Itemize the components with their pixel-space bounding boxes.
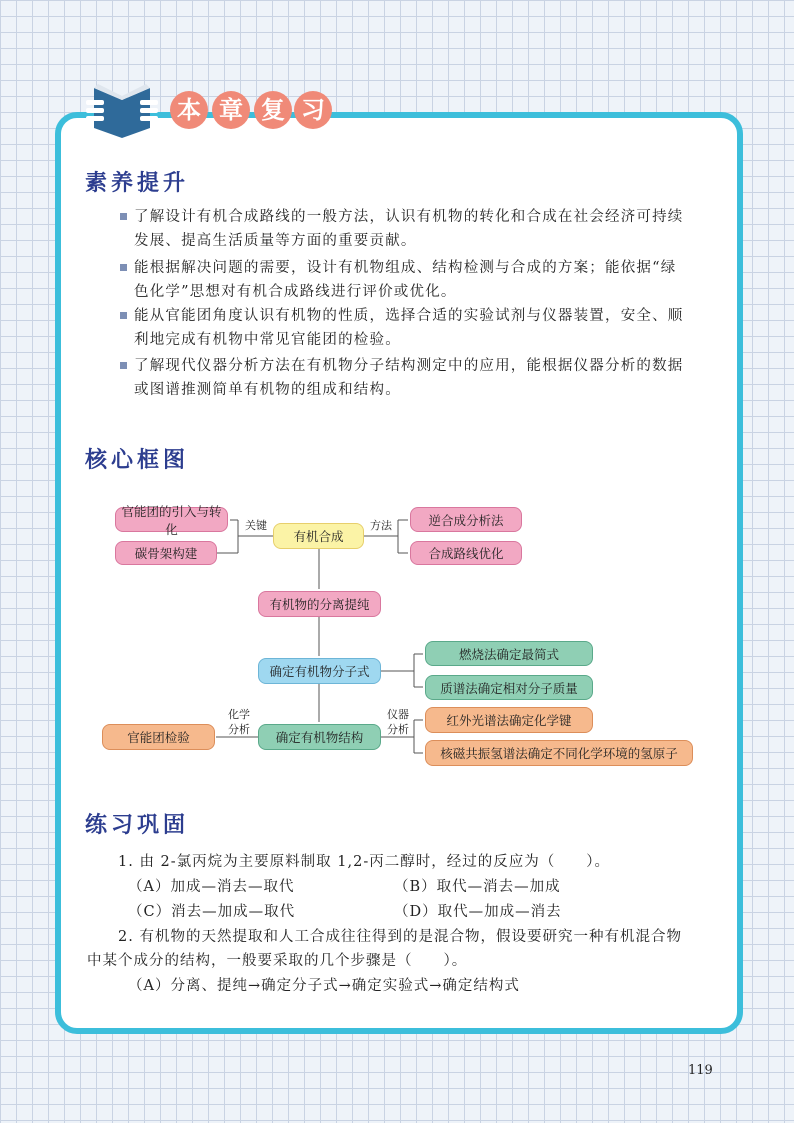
- page-number: 119: [688, 1063, 713, 1078]
- bullet-line: 或图谱推测简单有机物的组成和结构。: [134, 382, 401, 398]
- node-mass-spec: 质谱法确定相对分子质量: [425, 675, 593, 700]
- node-nmr: 核磁共振氢谱法确定不同化学环境的氢原子: [425, 740, 693, 766]
- node-structure: 确定有机物结构: [258, 724, 381, 750]
- bullet-line: 了解现代仪器分析方法在有机物分子结构测定中的应用，能根据仪器分析的数据: [134, 358, 684, 374]
- banner-char: 本: [170, 91, 208, 129]
- label-method: 方法: [370, 519, 392, 532]
- bullet-line: 利地完成有机物中常见官能团的检验。: [134, 332, 401, 348]
- label-chem: 化学: [228, 708, 250, 721]
- question-2-cont: 中某个成分的结构，一般要采取的几个步骤是（ ）。: [87, 953, 468, 969]
- option-d: （D）取代—加成—消去: [394, 904, 562, 920]
- label-instrument: 仪器: [387, 708, 409, 721]
- bullet-line: 发展、提高生活质量等方面的重要贡献。: [134, 233, 417, 249]
- banner-char: 习: [294, 91, 332, 129]
- section-title-framework: 核心框图: [85, 448, 190, 473]
- banner-char: 复: [254, 91, 292, 129]
- section-title-literacy: 素养提升: [85, 171, 190, 196]
- bullet-line: 能根据解决问题的需要，设计有机物组成、结构检测与合成的方案；能依据“绿: [134, 260, 677, 276]
- bullet-line: 色化学”思想对有机合成路线进行评价或优化。: [134, 284, 457, 300]
- banner-char: 章: [212, 91, 250, 129]
- node-carbon-skeleton: 碳骨架构建: [115, 541, 217, 565]
- node-separation: 有机物的分离提纯: [258, 591, 381, 617]
- option-a: （A）加成—消去—取代: [128, 879, 295, 895]
- bullet-line: 了解设计有机合成路线的一般方法，认识有机物的转化和合成在社会经济可持续: [134, 209, 684, 225]
- question-1: 1. 由 2-氯丙烷为主要原料制取 1,2-丙二醇时，经过的反应为（ ）。: [118, 854, 610, 870]
- label-instrument: 分析: [387, 723, 409, 736]
- bullet-line: 能从官能团角度认识有机物的性质，选择合适的实验试剂与仪器装置，安全、顺: [134, 308, 684, 324]
- node-retrosynthesis: 逆合成分析法: [410, 507, 522, 532]
- label-chem: 分析: [228, 723, 250, 736]
- node-fg-test: 官能团检验: [102, 724, 215, 750]
- option-b: （B）取代—消去—加成: [394, 879, 561, 895]
- label-key: 关键: [245, 519, 267, 532]
- node-organic-synthesis: 有机合成: [273, 523, 364, 549]
- section-title-practice: 练习巩固: [85, 813, 190, 838]
- option-c: （C）消去—加成—取代: [128, 904, 296, 920]
- node-combustion: 燃烧法确定最简式: [425, 641, 593, 666]
- node-fg-intro: 官能团的引入与转化: [115, 507, 228, 532]
- node-ir: 红外光谱法确定化学键: [425, 707, 593, 733]
- node-route-optimization: 合成路线优化: [410, 541, 522, 565]
- option-a: （A）分离、提纯→确定分子式→确定实验式→确定结构式: [128, 978, 520, 994]
- node-molecular-formula: 确定有机物分子式: [258, 658, 381, 684]
- question-2: 2. 有机物的天然提取和人工合成往往得到的是混合物，假设要研究一种有机混合物: [118, 929, 682, 945]
